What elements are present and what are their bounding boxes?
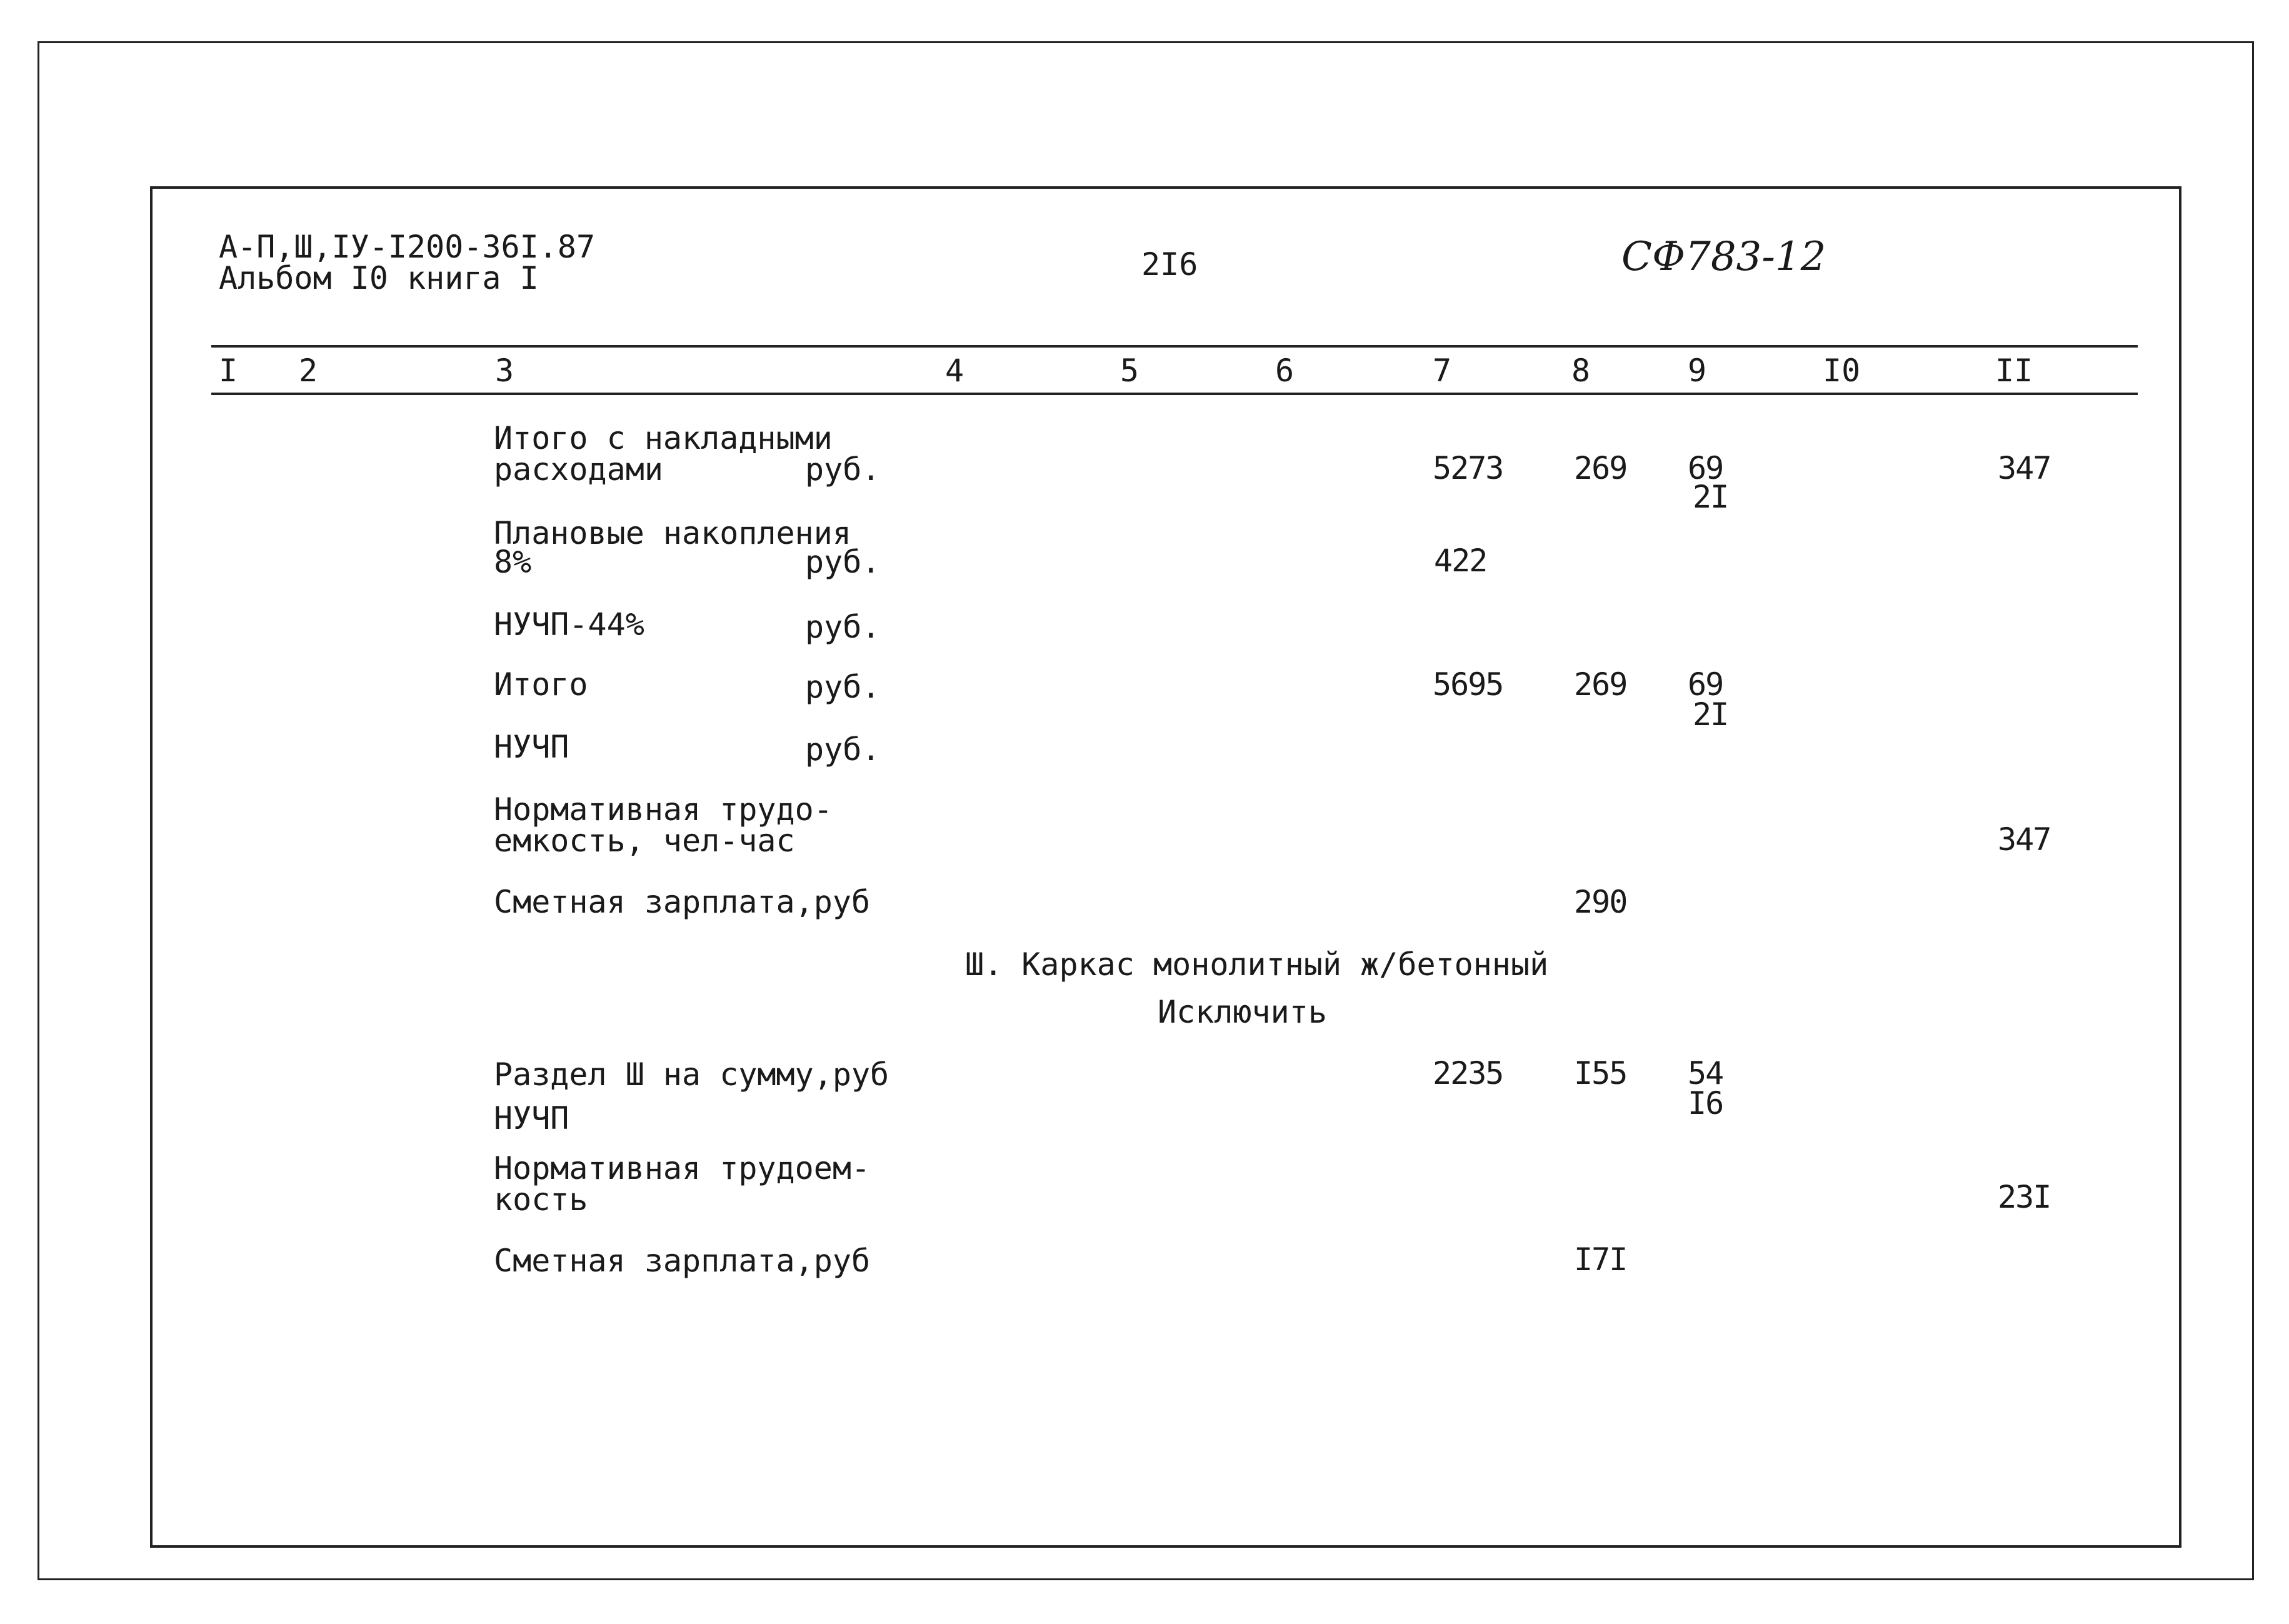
table-top-rule [211, 345, 2138, 348]
row-label: кость [494, 1181, 588, 1218]
cell-col8: I7I [1574, 1241, 1627, 1278]
column-header-10: I0 [1823, 353, 1861, 389]
column-header-7: 7 [1433, 353, 1452, 389]
row-label: Итого [494, 666, 588, 703]
column-header-2: 2 [299, 353, 318, 389]
document-code: А-П,Ш,IУ-I200-36I.87 [219, 229, 596, 265]
cell-col9: 2I [1693, 696, 1728, 733]
inner-frame [150, 186, 2181, 1548]
row-label: Итого с накладными [494, 420, 833, 456]
column-header-1: I [219, 353, 238, 389]
row-label: Сметная зарплата,руб [494, 884, 871, 920]
cell-col9: 2I [1693, 479, 1728, 515]
row-label: Раздел Ш на сумму,руб [494, 1056, 889, 1093]
row-label: расходами [494, 451, 663, 488]
column-header-11: II [1995, 353, 2033, 389]
column-header-8: 8 [1571, 353, 1591, 389]
column-header-5: 5 [1120, 353, 1139, 389]
cell-col8: 269 [1574, 450, 1627, 486]
row-label: 8% [494, 544, 532, 580]
table-header-bottom-rule [211, 393, 2138, 395]
cell-col7: 5695 [1433, 666, 1503, 703]
cell-col7: 5273 [1433, 450, 1503, 486]
row-label: Сметная зарплата,руб [494, 1243, 871, 1279]
cell-col11: 23I [1998, 1179, 2051, 1215]
document-stamp: СФ783-12 [1621, 234, 1826, 280]
column-header-3: 3 [495, 353, 514, 389]
cell-col7: 422 [1434, 543, 1487, 579]
column-header-4: 4 [945, 353, 964, 389]
row-label: НУЧП-44% [494, 606, 644, 643]
cell-col9: 54 [1688, 1055, 1723, 1091]
cell-col8: 269 [1574, 666, 1627, 703]
cell-col7: 2235 [1433, 1055, 1503, 1091]
album-info: Альбом I0 книга I [219, 260, 539, 296]
row-label: емкость, чел-час [494, 823, 795, 859]
row-unit: руб. [805, 669, 881, 705]
row-label: Нормативная трудо- [494, 791, 833, 828]
row-label: НУЧП [494, 1100, 569, 1136]
column-header-6: 6 [1275, 353, 1295, 389]
row-label: Плановые накопления [494, 515, 851, 551]
row-unit: руб. [805, 731, 881, 768]
row-label: Нормативная трудоем- [494, 1150, 871, 1186]
section-subtitle: Исключить [1158, 994, 1327, 1030]
row-unit: руб. [805, 609, 881, 645]
row-label: НУЧП [494, 729, 569, 765]
row-unit: руб. [805, 451, 881, 488]
cell-col11: 347 [1998, 821, 2051, 858]
page-number: 2I6 [1141, 246, 1198, 283]
cell-col8: 290 [1574, 884, 1627, 920]
row-unit: руб. [805, 544, 881, 580]
cell-col9: 69 [1688, 666, 1723, 703]
cell-col11: 347 [1998, 450, 2051, 486]
section-title: Ш. Каркас монолитный ж/бетонный [965, 946, 1549, 983]
column-header-9: 9 [1688, 353, 1707, 389]
cell-col8: I55 [1574, 1055, 1627, 1091]
cell-col9: 69 [1688, 450, 1723, 486]
cell-col9: I6 [1688, 1085, 1723, 1121]
